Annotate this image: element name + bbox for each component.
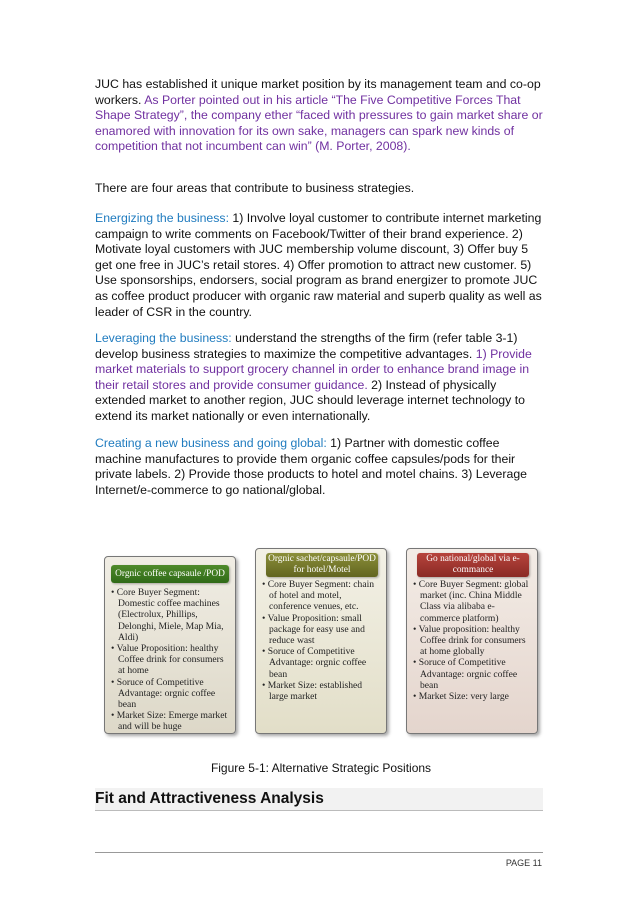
list-item: • Core Buyer Segment: chain of hotel and motel, conference venues, etc. [262, 579, 383, 613]
position-box-capsule [104, 556, 236, 734]
position-header: Orgnic coffee capsaule /POD [111, 565, 229, 583]
creating-lead: Creating a new business and going global: [95, 436, 327, 450]
leveraging-paragraph [95, 331, 547, 425]
strategic-positions-figure [104, 544, 536, 740]
list-item: • Core Buyer Segment: Domestic coffee machines (Electrolux, Phillips, Delonghi, Miele, Map Mia, Aldi) [111, 587, 232, 643]
position-header: Orgnic sachet/capsaule/POD for hotel/Motel [266, 553, 378, 577]
position-box-hotel [255, 548, 387, 734]
list-item: • Core Buyer Segment: global market (inc. China Middle Class via alibaba e-commerce platform) [413, 579, 534, 624]
creating-paragraph [95, 436, 547, 498]
leveraging-text-b: 1) Provide market materials to support grocery channel in order to enhance brand image in their retail stores and provide consumer guidance. [95, 346, 532, 392]
leveraging-text-a: understand the strengths of the firm (refer table 3-1) develop business strategies to maximize the competitive advantages. [95, 331, 518, 361]
list-item: • Soruce of Competitive Advantage: orgnic coffee bean [262, 646, 383, 680]
list-item: • Soruce of Competitive Advantage: orgnic coffee bean [111, 677, 232, 711]
creating-body: 1) Partner with domestic coffee machine manufactures to provide them organic coffee capsules/pods for their private labels. 2) Provide those products to hotel and motel chains. 3) Leverage Internet/e-commerce to go national/global. [95, 436, 528, 497]
list-item: • Market Size: established large market [262, 680, 383, 702]
footer-divider [95, 852, 543, 853]
section-heading: Fit and Attractiveness Analysis [95, 788, 543, 811]
list-item: • Value proposition: healthy Coffee drink for consumers at home globally [413, 624, 534, 658]
intro-text: JUC has established it unique market position by its management team and co-op workers. [95, 77, 541, 107]
figure-caption: Figure 5-1: Alternative Strategic Positions [210, 761, 432, 775]
porter-quote: As Porter pointed out in his article “The Five Competitive Forces That Shape Strategy”, the company ether “faced with pressures to gain market share or enamored with innovation for its own sake, managers can spark new kinds of competition that not incumbent can win” (M. Porter, 2008). [95, 92, 543, 154]
position-header: Go national/global via e-commance [417, 553, 529, 577]
list-item: • Value Proposition: healthy Coffee drink for consumers at home [111, 643, 232, 677]
list-item: • Market Size: Emerge market and will be huge [111, 710, 232, 732]
leveraging-lead: Leveraging the business: [95, 331, 232, 345]
energizing-paragraph [95, 211, 547, 320]
position-list [105, 557, 235, 733]
list-item: • Soruce of Competitive Advantage: orgnic coffee bean [413, 657, 534, 691]
energizing-lead: Energizing the business: [95, 211, 229, 225]
list-item: • Market Size: very large [413, 691, 534, 702]
page-number: PAGE 11 [505, 858, 542, 868]
position-box-global [406, 548, 538, 734]
intro-paragraph [95, 77, 547, 155]
energizing-body: 1) Involve loyal customer to contribute internet marketing campaign to write comments on Facebook/Twitter of their brand experience. 2) Motivate loyal customers with JUC membership volume discount, 3) Offer buy 5 get one free in JUC’s retail stores. 4) Offer promotion to attract new customer. 5) Use sponsorships, endorsers, social program as brand energizer to promote JUC as coffee product producer with organic raw material and superb quality as well as leader of CSR in the country. [95, 211, 542, 319]
leveraging-text-c: 2) Instead of physically extended market to another region, JUC should leverage internet technology to extend its market nationally or even internationally. [95, 377, 525, 423]
list-item: • Value Proposition: small package for easy use and reduce wast [262, 613, 383, 647]
four-areas-paragraph: There are four areas that contribute to business strategies. [95, 181, 415, 195]
